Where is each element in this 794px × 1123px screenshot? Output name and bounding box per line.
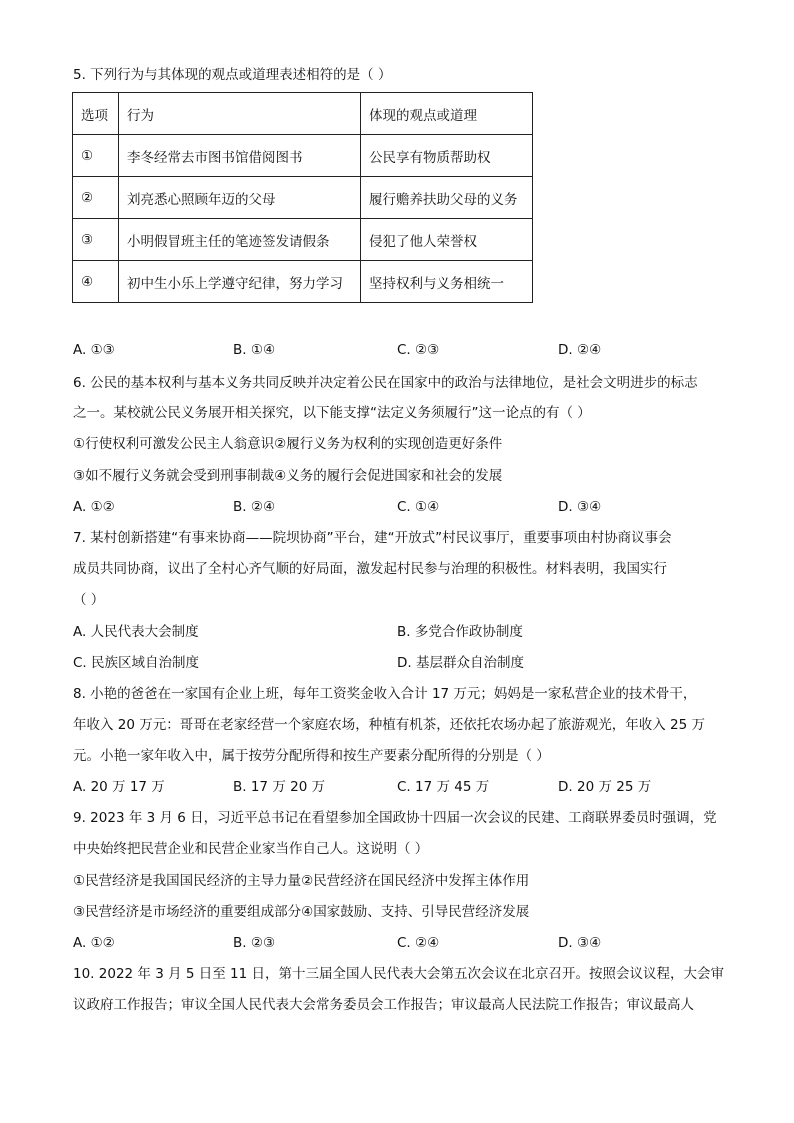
q9-option-d: D. ③④ xyxy=(558,935,602,951)
q7-option-a: A. 人民代表大会制度 xyxy=(73,624,199,640)
q6-statement-line: ①行使权利可激发公民主人翁意识②履行义务为权利的实现创造更好条件 xyxy=(73,436,503,452)
table-row xyxy=(73,261,533,303)
q7-stem-line: 成员共同协商，议出了全村心齐气顺的好局面，激发起村民参与治理的积极性。材料表明，我国实行 xyxy=(73,561,667,577)
q6-statement-line: ③如不履行义务就会受到刑事制裁④义务的履行会促进国家和社会的发展 xyxy=(73,468,503,484)
q6-option-a: A. ①② xyxy=(73,499,115,515)
q7-stem-line: 7. 某村创新搭建“有事来协商——院坝协商”平台，建“开放式”村民议事厅，重要事项由村协商议事会 xyxy=(73,530,672,546)
q7-option-d: D. 基层群众自治制度 xyxy=(397,655,524,671)
table-cell: 坚持权利与义务相统一 xyxy=(361,261,533,303)
table-cell: 公民享有物质帮助权 xyxy=(361,135,533,177)
q5-option-a: A. ①③ xyxy=(73,342,115,358)
table-header-row xyxy=(73,93,533,135)
table-cell: ② xyxy=(73,177,119,219)
q6-stem-line: 6. 公民的基本权利与基本义务共同反映并决定着公民在国家中的政治与法律地位，是社会文明进步的标志 xyxy=(73,375,698,391)
q9-statement-line: ①民营经济是我国国民经济的主导力量②民营经济在国民经济中发挥主体作用 xyxy=(73,873,530,889)
q6-stem-line: 之一。某校就公民义务展开相关探究，以下能支撑“法定义务须履行”这一论点的有（ ） xyxy=(73,405,591,421)
table-cell: ④ xyxy=(73,261,119,303)
q5-option-c: C. ②③ xyxy=(397,342,440,358)
table-cell: 侵犯了他人荣誉权 xyxy=(361,219,533,261)
q8-option-b: B. 17 万 20 万 xyxy=(233,779,326,795)
q6-option-b: B. ②④ xyxy=(233,499,276,515)
q8-stem-line: 元。小艳一家年收入中，属于按劳分配所得和按生产要素分配所得的分别是（ ） xyxy=(73,748,550,764)
q5-stem: 5. 下列行为与其体现的观点或道理表述相符的是（ ） xyxy=(73,67,392,83)
q8-option-a: A. 20 万 17 万 xyxy=(73,779,165,795)
q6-option-c: C. ①④ xyxy=(397,499,440,515)
q10-stem-line: 议政府工作报告；审议全国人民代表大会常务委员会工作报告；审议最高人民法院工作报告；审议最高人 xyxy=(73,997,694,1013)
q8-stem-line: 年收入 20 万元：哥哥在老家经营一个家庭农场，种植有机茶，还依托农场办起了旅游观光，年收入 25 万 xyxy=(73,717,706,733)
table-cell: 小明假冒班主任的笔迹签发请假条 xyxy=(119,219,361,261)
q7-option-c: C. 民族区域自治制度 xyxy=(73,655,200,671)
q9-statement-line: ③民营经济是市场经济的重要组成部分④国家鼓励、支持、引导民营经济发展 xyxy=(73,904,530,920)
table-cell: 李冬经常去市图书馆借阅图书 xyxy=(119,135,361,177)
table-row xyxy=(73,219,533,261)
q9-stem-line: 9. 2023 年 3 月 6 日，习近平总书记在看望参加全国政协十四届一次会议的民建、工商联界委员时强调，党 xyxy=(73,810,717,826)
q5-option-d: D. ②④ xyxy=(558,342,602,358)
q7-option-b: B. 多党合作政协制度 xyxy=(397,624,523,640)
q9-stem-line: 中央始终把民营企业和民营企业家当作自己人。这说明（ ） xyxy=(73,841,429,857)
q8-option-c: C. 17 万 45 万 xyxy=(397,779,490,795)
q9-option-b: B. ②③ xyxy=(233,935,276,951)
table-cell: 履行赡养扶助父母的义务 xyxy=(361,177,533,219)
table-row xyxy=(73,135,533,177)
table-cell: 刘亮悉心照顾年迈的父母 xyxy=(119,177,361,219)
q8-option-d: D. 20 万 25 万 xyxy=(558,779,652,795)
q9-option-a: A. ①② xyxy=(73,935,115,951)
table-cell: ③ xyxy=(73,219,119,261)
table-header-cell: 体现的观点或道理 xyxy=(361,93,533,135)
table-cell: ① xyxy=(73,135,119,177)
q5-option-b: B. ①④ xyxy=(233,342,276,358)
q9-option-c: C. ②④ xyxy=(397,935,440,951)
q5-table xyxy=(72,92,533,303)
q7-stem-line: （ ） xyxy=(73,592,105,608)
q6-option-d: D. ③④ xyxy=(558,499,602,515)
q10-stem-line: 10. 2022 年 3 月 5 日至 11 日，第十三届全国人民代表大会第五次会议在北京召开。按照会议议程，大会审 xyxy=(73,966,725,982)
table-header-cell: 选项 xyxy=(73,93,119,135)
table-cell: 初中生小乐上学遵守纪律，努力学习 xyxy=(119,261,361,303)
q8-stem-line: 8. 小艳的爸爸在一家国有企业上班，每年工资奖金收入合计 17 万元；妈妈是一家私营企业的技术骨干， xyxy=(73,686,697,702)
table-row xyxy=(73,177,533,219)
table-header-cell: 行为 xyxy=(119,93,361,135)
